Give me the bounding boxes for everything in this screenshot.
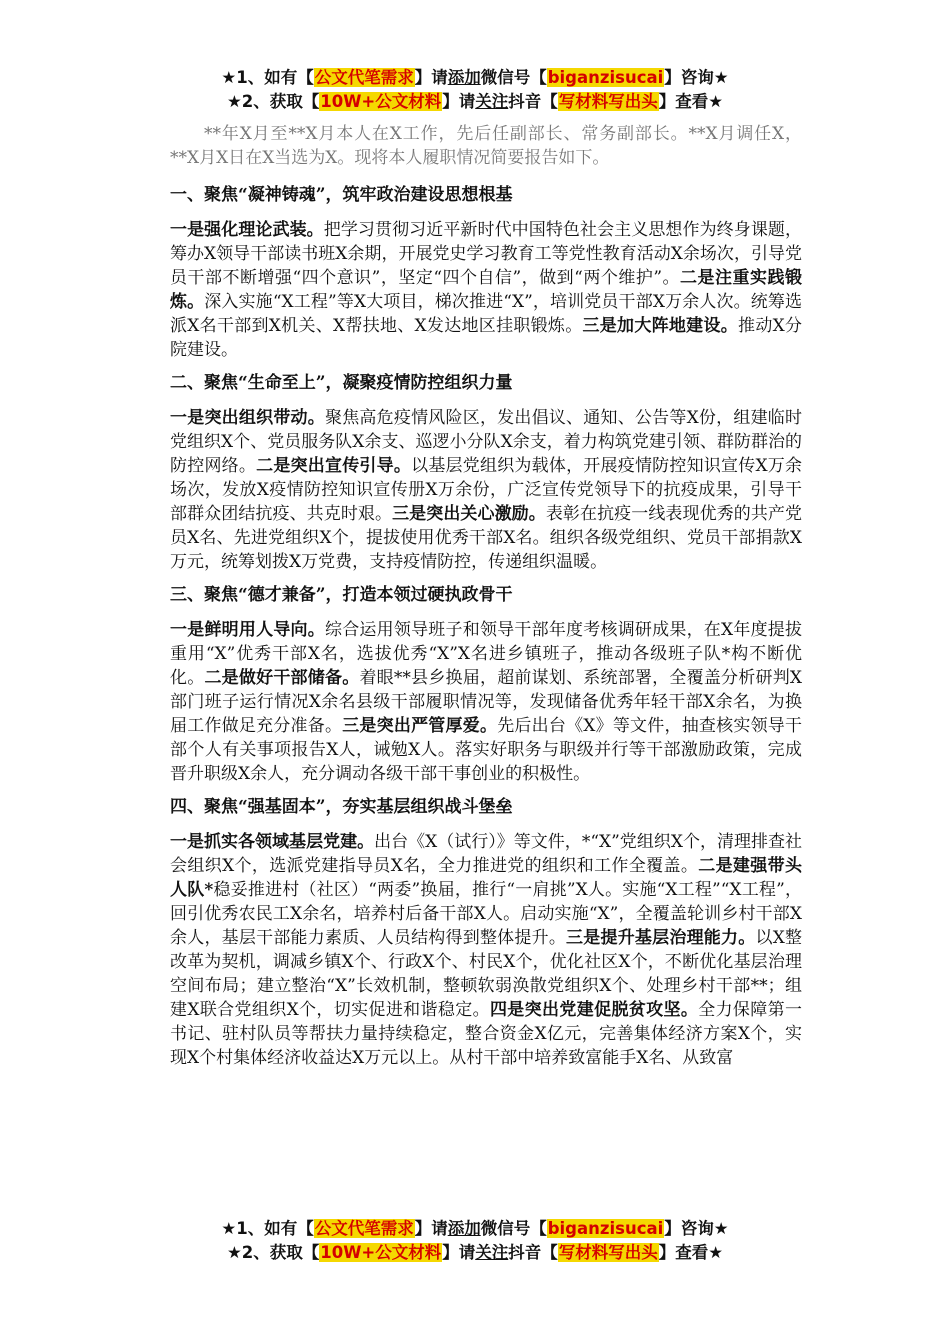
section-paragraph bbox=[170, 830, 802, 1070]
point-text: 稳妥推进村（社区）“两委”换届，推行“一肩挑”X人。实施“X工程”“X工程”，回引优秀农民工X余名，培养村后备干部X人。启动实施“X”，全覆盖轮训乡村干部X余人，基层干部能力素质、人员结构得到整体提升。 bbox=[170, 880, 803, 948]
banner-text: 】查看★ bbox=[658, 92, 724, 111]
point-title: 三是提升基层治理能力。 bbox=[566, 928, 756, 948]
point-title: 一是突出组织带动。 bbox=[170, 408, 325, 428]
banner-text: 】请 bbox=[442, 1243, 476, 1262]
section-paragraph bbox=[170, 218, 802, 362]
intro-paragraph: **年X月至**X月本人在X工作，先后任副部长、常务副部长。**X月调任X，**X月X日在X当选为X。现将本人履职情况简要报告如下。 bbox=[170, 124, 802, 168]
banner-text: 】请 bbox=[442, 92, 476, 111]
banner-underline: 关注 bbox=[475, 1243, 509, 1262]
banner-highlight: 10W+公文材料 bbox=[320, 1243, 442, 1262]
point-text: 深入实施“X工程”等X大项目，梯次推进“X”，培训党员干部X万余人次。统筹选派X名干部到X机关、X帮扶地、X发达地区挂职锻炼。 bbox=[170, 292, 802, 336]
banner-text: 抖音【 bbox=[508, 92, 558, 111]
banner-highlight: 写材料写出头 bbox=[558, 1243, 658, 1262]
bottom-banner bbox=[0, 1217, 950, 1265]
banner-text: ★2、获取【 bbox=[226, 92, 320, 111]
banner-line-1 bbox=[0, 1217, 950, 1241]
banner-highlight: 公文代笔需求 bbox=[314, 1219, 414, 1238]
point-title: 三是突出严管厚爱。 bbox=[342, 716, 498, 736]
point-title: 三是加大阵地建设。 bbox=[582, 316, 739, 336]
point-title: 二是建强带头人队* bbox=[170, 856, 802, 900]
banner-highlight: 写材料写出头 bbox=[558, 92, 658, 111]
point-title: 一是抓实各领域基层党建。 bbox=[170, 832, 375, 852]
point-title: 一是鲜明用人导向。 bbox=[170, 620, 325, 640]
banner-text: 微信号【 bbox=[480, 1219, 547, 1238]
point-text: 出台《X（试行）》等文件，*“X”党组织X个，清理排查社会组织X个，选派党建指导员X名，全力推进党的组织和工作全覆盖。 bbox=[170, 832, 802, 876]
banner-text: 微信号【 bbox=[480, 68, 547, 87]
point-text: 把学习贯彻习近平新时代中国特色社会主义思想作为终身课题，筹办X领导干部读书班X余期，开展党史学习教育工等党性教育活动X余场次，引导党员干部不断增强“四个意识”，坚定“四个自信”，做到“两个维护”。 bbox=[170, 220, 802, 288]
banner-text: 抖音【 bbox=[508, 1243, 558, 1262]
point-title: 二是突出宣传引导。 bbox=[256, 456, 412, 476]
banner-text: 】请 bbox=[414, 1219, 448, 1238]
section-heading: 三、聚焦“德才兼备”，打造本领过硬执政骨干 bbox=[170, 585, 513, 605]
banner-highlight: biganzisucai bbox=[547, 68, 664, 87]
banner-text: ★2、获取【 bbox=[226, 1243, 320, 1262]
banner-text: 】咨询★ bbox=[664, 1219, 729, 1238]
banner-underline: 添加 bbox=[447, 68, 481, 87]
banner-line-2 bbox=[0, 90, 950, 114]
point-text: 推动X分院建设。 bbox=[170, 316, 802, 360]
point-title: 一是强化理论武装。 bbox=[170, 220, 324, 240]
point-text: 以基层党组织为载体，开展疫情防控知识宣传X万余场次，发放X疫情防控知识宣传册X万余份，广泛宣传党领导下的抗疫成果，引导干部群众团结抗疫、共克时艰。 bbox=[170, 456, 803, 524]
banner-line-2 bbox=[0, 1241, 950, 1265]
banner-underline: 关注 bbox=[475, 92, 509, 111]
point-title: 三是突出关心激励。 bbox=[392, 504, 546, 524]
banner-highlight: 10W+公文材料 bbox=[320, 92, 442, 111]
point-text: 先后出台《X》等文件，抽查核实领导干部个人有关事项报告X人，诫勉X人。落实好职务与职级并行等干部激励政策，完成晋升职级X余人，充分调动各级干部干事创业的积极性。 bbox=[170, 716, 803, 784]
point-text: 着眼**县乡换届，超前谋划、系统部署，全覆盖分析研判X部门班子运行情况X余名县级干部履职情况等，发现储备优秀年轻干部X余名，为换届工作做足充分准备。 bbox=[170, 668, 803, 736]
document-body bbox=[170, 122, 802, 1078]
top-banner bbox=[0, 66, 950, 114]
banner-highlight: 公文代笔需求 bbox=[314, 68, 414, 87]
section-heading: 一、聚焦“凝神铸魂”，筑牢政治建设思想根基 bbox=[170, 185, 513, 205]
point-title: 二是做好干部储备。 bbox=[204, 668, 360, 688]
point-text: 以X整改革为契机，调减乡镇X个、行政X个、村民X个，优化社区X个，不断优化基层治理空间布局；建立整治“X”长效机制，整顿软弱涣散党组织X个、处理乡村干部**；组建X联合党组织X个，切实促进和谐稳定。 bbox=[170, 928, 803, 1020]
point-text: 综合运用领导班子和领导干部年度考核调研成果，在X年度提拔重用“X”优秀干部X名，选拔优秀“X”X名进乡镇班子，推动各级班子队*构不断优化。 bbox=[170, 620, 803, 688]
banner-text: 】查看★ bbox=[658, 1243, 724, 1262]
point-text: 表彰在抗疫一线表现优秀的共产党员X名、先进党组织X个，提拔使用优秀干部X名。组织各级党组织、党员干部捐款X万元，统筹划拨X万党费，支持疫情防控，传递组织温暖。 bbox=[170, 504, 803, 572]
banner-highlight: biganzisucai bbox=[547, 1219, 664, 1238]
point-title: 二是注重实践锻炼。 bbox=[170, 268, 802, 312]
banner-underline: 添加 bbox=[447, 1219, 481, 1238]
banner-line-1 bbox=[0, 66, 950, 90]
section-paragraph bbox=[170, 406, 802, 574]
point-title: 四是突出党建促脱贫攻坚。 bbox=[489, 1000, 699, 1020]
section-paragraph bbox=[170, 618, 802, 786]
point-text: 聚焦高危疫情风险区，发出倡议、通知、公告等X份，组建临时党组织X个、党员服务队X余支、巡逻小分队X余支，着力构筑党建引领、群防群治的防控网络。 bbox=[170, 408, 803, 476]
section-heading: 二、聚焦“生命至上”，凝聚疫情防控组织力量 bbox=[170, 373, 513, 393]
banner-text: 】请 bbox=[414, 68, 448, 87]
section-heading: 四、聚焦“强基固本”，夯实基层组织战斗堡垒 bbox=[170, 797, 513, 817]
banner-text: 】咨询★ bbox=[664, 68, 729, 87]
banner-text: ★1、如有【 bbox=[221, 68, 314, 87]
point-text: 全力保障第一书记、驻村队员等帮扶力量持续稳定，整合资金X亿元，完善集体经济方案X个，实现X个村集体经济收益达X万元以上。从村干部中培养致富能手X名、从致富 bbox=[170, 1000, 802, 1068]
banner-text: ★1、如有【 bbox=[221, 1219, 314, 1238]
